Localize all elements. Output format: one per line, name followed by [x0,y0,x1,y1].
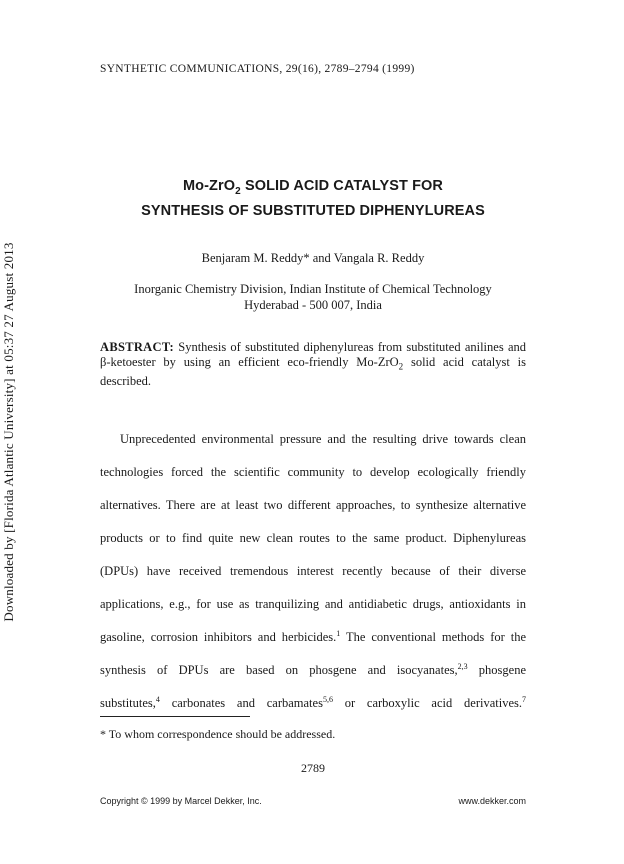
affiliation-line-2: Hyderabad - 500 007, India [244,298,382,312]
footnote-divider [100,716,250,717]
body-line-1: Unprecedented environmental pressure and the resulting drive towards clean [120,432,526,446]
copyright-notice: Copyright © 1999 by Marcel Dekker, Inc. [100,796,262,806]
reference-5-6: 5,6 [322,695,333,704]
body-line-5: (DPUs) have received tremendous interest recently because of their diverse [100,564,526,578]
authors: Benjaram M. Reddy* and Vangala R. Reddy [201,251,425,265]
body-line-4: products or to find quite new clean routes to the same product. Diphenylureas [100,531,526,545]
reference-2-3: 2,3 [457,662,468,671]
article-title-line-2: SYNTHESIS OF SUBSTITUTED DIPHENYLUREAS [141,203,485,219]
body-line-6: applications, e.g., for use as tranquilizing and antidiabetic drugs, antioxidants in [100,597,526,611]
reference-7: 7 [522,695,526,704]
affiliation-line-1: Inorganic Chemistry Division, Indian Institute of Chemical Technology [134,282,492,296]
reference-1: 1 [336,629,341,638]
body-line-3: alternatives. There are at least two different approaches, to synthesize alternative [100,498,526,512]
abstract: ABSTRACT: Synthesis of substituted diphenylureas from substituted anilines and β-ketoester by using an efficient eco-friendly Mo-ZrO$_2$ solid acid catalyst is described. [100,340,526,388]
page-number: 2789 [301,761,325,775]
body-line-8: synthesis of DPUs are based on phosgene and isocyanates,$^{2,3}$ phosgene [100,662,526,677]
abstract-label: ABSTRACT: [100,340,175,354]
journal-citation: SYNTHETIC COMMUNICATIONS, 29(16), 2789–2794 (1999) [100,63,415,75]
download-stamp-text: Downloaded by [Florida Atlantic University] at 05:37 27 August 2013 [1,242,16,622]
publisher-website: www.dekker.com [458,796,526,806]
download-stamp [0,0,18,864]
body-line-9: substitutes,$^4$ carbonates and carbamates$^{5,6}$ or carboxylic acid derivatives.$^7$ [100,695,526,710]
footnote: * To whom correspondence should be addressed. [100,727,336,741]
body-line-2: technologies forced the scientific community to develop ecologically friendly [100,465,526,479]
article-title-line-1: Mo-ZrO$_2$ SOLID ACID CATALYST FOR [182,178,443,197]
body-line-7: gasoline, corrosion inhibitors and herbicides.$^1$ The conventional methods for the [100,629,526,644]
reference-4: 4 [155,695,160,704]
